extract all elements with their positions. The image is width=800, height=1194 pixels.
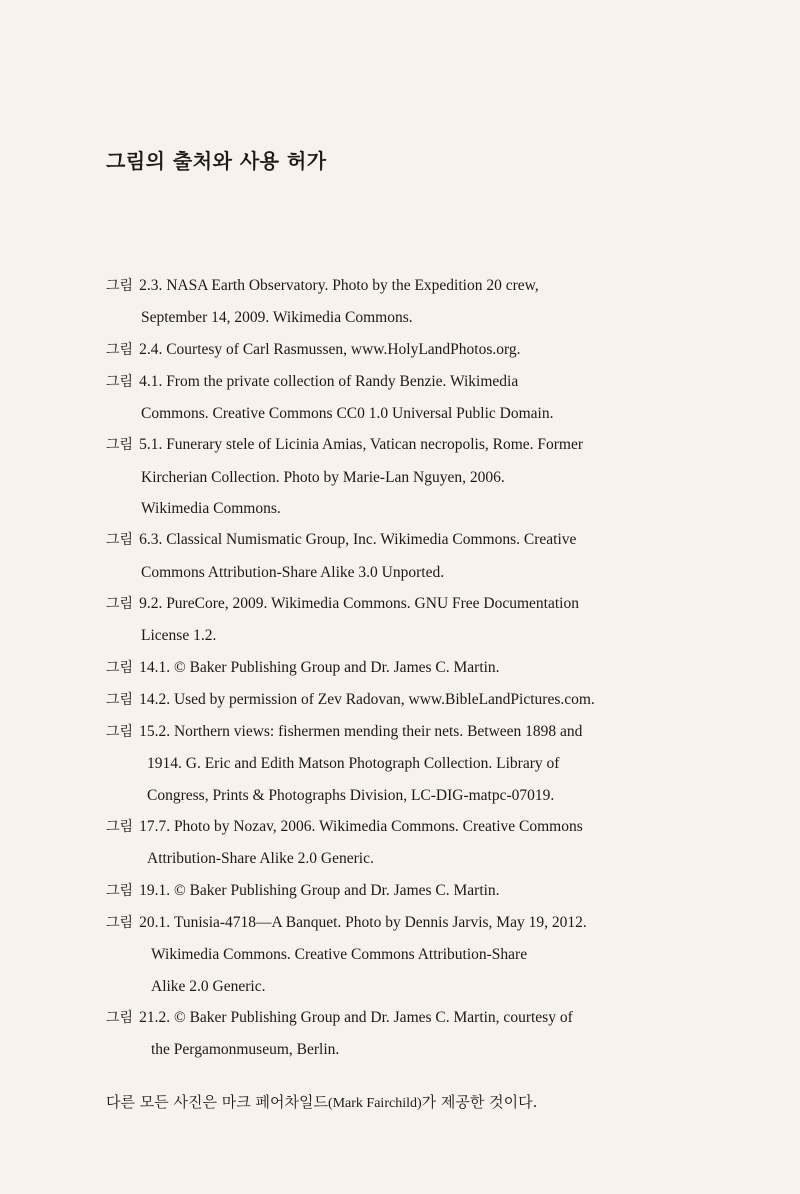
credit-continuation-line: Attribution-Share Alike 2.0 Generic. — [147, 850, 374, 868]
credit-continuation-line: Wikimedia Commons. Creative Commons Attribution-Share — [151, 946, 528, 964]
figure-prefix: 그림 — [106, 914, 134, 931]
credit-continuation-line: Commons. Creative Commons CC0 1.0 Universal Public Domain. — [141, 405, 554, 423]
credit-line: 그림 2.4. Courtesy of Carl Rasmussen, www.HolyLandPhotos.org. — [106, 340, 521, 358]
figure-prefix: 그림 — [106, 724, 134, 741]
credit-item — [106, 875, 666, 907]
credit-line: 그림 20.1. Tunisia-4718—A Banquet. Photo by Dennis Jarvis, May 19, 2012. — [106, 913, 587, 931]
figure-prefix: 그림 — [106, 437, 134, 454]
figure-prefix: 그림 — [106, 659, 134, 676]
credit-continuation-line: License 1.2. — [141, 627, 217, 645]
credit-item — [106, 366, 666, 430]
figure-prefix: 그림 — [106, 1009, 134, 1026]
credit-continuation-line: Kircherian Collection. Photo by Marie-Lan Nguyen, 2006. — [141, 468, 505, 486]
footer-note-latin-name: (Mark Fairchild) — [327, 1096, 422, 1111]
credit-item — [106, 334, 666, 366]
credit-item — [106, 684, 666, 716]
footer-note — [106, 1088, 537, 1118]
footer-note-text: 다른 모든 사진은 마크 페어차일드 — [106, 1093, 328, 1111]
figure-prefix: 그림 — [106, 532, 134, 549]
credit-continuation-line: Congress, Prints & Photographs Division, LC-DIG-matpc-07019. — [147, 786, 555, 804]
credit-continuation-line: the Pergamonmuseum, Berlin. — [151, 1041, 340, 1059]
figure-prefix: 그림 — [106, 882, 134, 899]
credit-continuation-line: Commons Attribution-Share Alike 3.0 Unported. — [141, 563, 445, 581]
figure-prefix: 그림 — [106, 819, 134, 836]
credit-line: 그림 14.2. Used by permission of Zev Radovan, www.BibleLandPictures.com. — [106, 690, 595, 708]
credit-line: 그림 2.3. NASA Earth Observatory. Photo by the Expedition 20 crew, — [106, 277, 539, 294]
figure-prefix: 그림 — [106, 278, 134, 294]
credit-line: 그림 21.2. © Baker Publishing Group and Dr. James C. Martin, courtesy of — [106, 1008, 573, 1026]
credit-item — [106, 588, 666, 652]
credit-line: 그림 6.3. Classical Numismatic Group, Inc. Wikimedia Commons. Creative — [106, 531, 577, 549]
footer-note-ending: 가 제공한 것이다. — [421, 1093, 538, 1111]
credit-line: 그림 14.1. © Baker Publishing Group and Dr. James C. Martin. — [106, 658, 500, 676]
credit-continuation-line: Wikimedia Commons. — [141, 500, 281, 518]
credits-list — [106, 270, 666, 1065]
credit-item — [106, 429, 666, 524]
figure-prefix: 그림 — [106, 595, 134, 612]
credit-item — [106, 1002, 666, 1066]
figure-prefix: 그림 — [106, 691, 134, 708]
credit-continuation-line: September 14, 2009. Wikimedia Commons. — [141, 309, 413, 327]
figure-prefix: 그림 — [106, 373, 134, 390]
credit-line: 그림 19.1. © Baker Publishing Group and Dr. James C. Martin. — [106, 881, 500, 899]
credit-line: 그림 17.7. Photo by Nozav, 2006. Wikimedia Commons. Creative Commons — [106, 818, 583, 836]
credit-item — [106, 270, 666, 334]
credit-continuation-line: 1914. G. Eric and Edith Matson Photograph Collection. Library of — [147, 755, 560, 773]
credit-line: 그림 5.1. Funerary stele of Licinia Amias, Vatican necropolis, Rome. Former — [106, 436, 584, 454]
credit-item — [106, 716, 666, 811]
figure-prefix: 그림 — [106, 341, 134, 358]
credit-continuation-line: Alike 2.0 Generic. — [151, 977, 266, 995]
credit-item — [106, 811, 666, 875]
credit-item — [106, 524, 666, 588]
credit-line: 그림 15.2. Northern views: fishermen mending their nets. Between 1898 and — [106, 723, 583, 741]
credit-line: 그림 9.2. PureCore, 2009. Wikimedia Commons. GNU Free Documentation — [106, 594, 579, 612]
credit-line: 그림 4.1. From the private collection of Randy Benzie. Wikimedia — [106, 372, 519, 390]
page-title: 그림의 출처와 사용 허가 — [106, 149, 327, 173]
credit-item — [106, 907, 666, 1002]
credit-item — [106, 652, 666, 684]
